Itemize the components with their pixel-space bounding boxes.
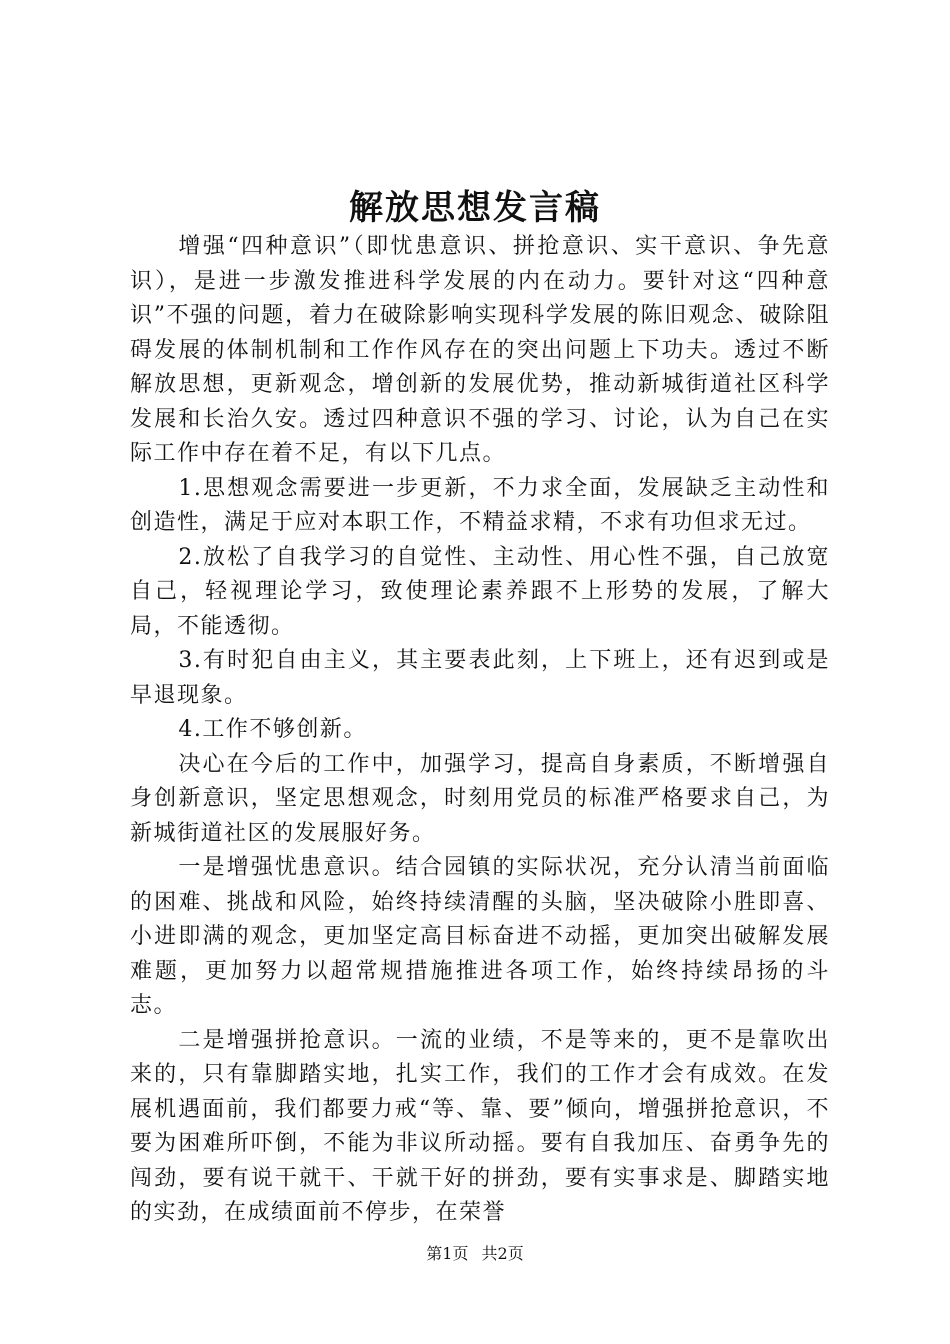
paragraph-point-2: 2.放松了自我学习的自觉性、主动性、用心性不强，自己放宽自己，轻视理论学习，致使理论素养跟不上形势的发展，了解大局，不能透彻。 [130,544,830,639]
page-number-current: 第1页 [426,1244,469,1263]
paragraph-resolution: 决心在今后的工作中，加强学习，提高自身素质，不断增强自身创新意识，坚定思想观念，时刻用党员的标准严格要求自己，为新城街道社区的发展服好务。 [130,751,830,846]
paragraph-intro: 增强“四种意识”（即忧患意识、拼抢意识、实干意识、争先意识），是进一步激发推进科学发展的内在动力。要针对这“四种意识”不强的问题，着力在破除影响实现科学发展的陈旧观念、破除阻碍发展的体制机制和工作作风存在的突出问题上下功夫。透过不断解放思想，更新观念，增创新的发展优势，推动新城街道社区科学发展和长治久安。透过四种意识不强的学习、讨论，认为自己在实际工作中存在着不足，有以下几点。 [130,234,830,466]
page-number-total: 共2页 [481,1244,524,1263]
paragraph-first-measure: 一是增强忧患意识。结合园镇的实际状况，充分认清当前面临的困难、挑战和风险，始终持续清醒的头脑，坚决破除小胜即喜、小进即满的观念，更加坚定高目标奋进不动摇，更加突出破解发展难题，更加努力以超常规措施推进各项工作，始终持续昂扬的斗志。 [130,855,830,1018]
document-body [130,230,830,1231]
paragraph-second-measure: 二是增强拼抢意识。一流的业绩，不是等来的，更不是靠吹出来的，只有靠脚踏实地，扎实工作，我们的工作才会有成效。在发展机遇面前，我们都要力戒“等、靠、要”倾向，增强拼抢意识，不要为困难所吓倒，不能为非议所动摇。要有自我加压、奋勇争先的闯劲，要有说干就干、干就干好的拼劲，要有实事求是、脚踏实地的实劲，在成绩面前不停步，在荣誉 [130,1027,830,1225]
document-title: 解放思想发言稿 [349,188,601,228]
page-footer [0,1242,950,1266]
paragraph-point-3: 3.有时犯自由主义，其主要表此刻，上下班上，还有迟到或是早退现象。 [130,648,830,708]
paragraph-point-4: 4.工作不够创新。 [178,717,367,742]
paragraph-point-1: 1.思想观念需要进一步更新，不力求全面，发展缺乏主动性和创造性，满足于应对本职工作，不精益求精，不求有功但求无过。 [130,475,830,535]
